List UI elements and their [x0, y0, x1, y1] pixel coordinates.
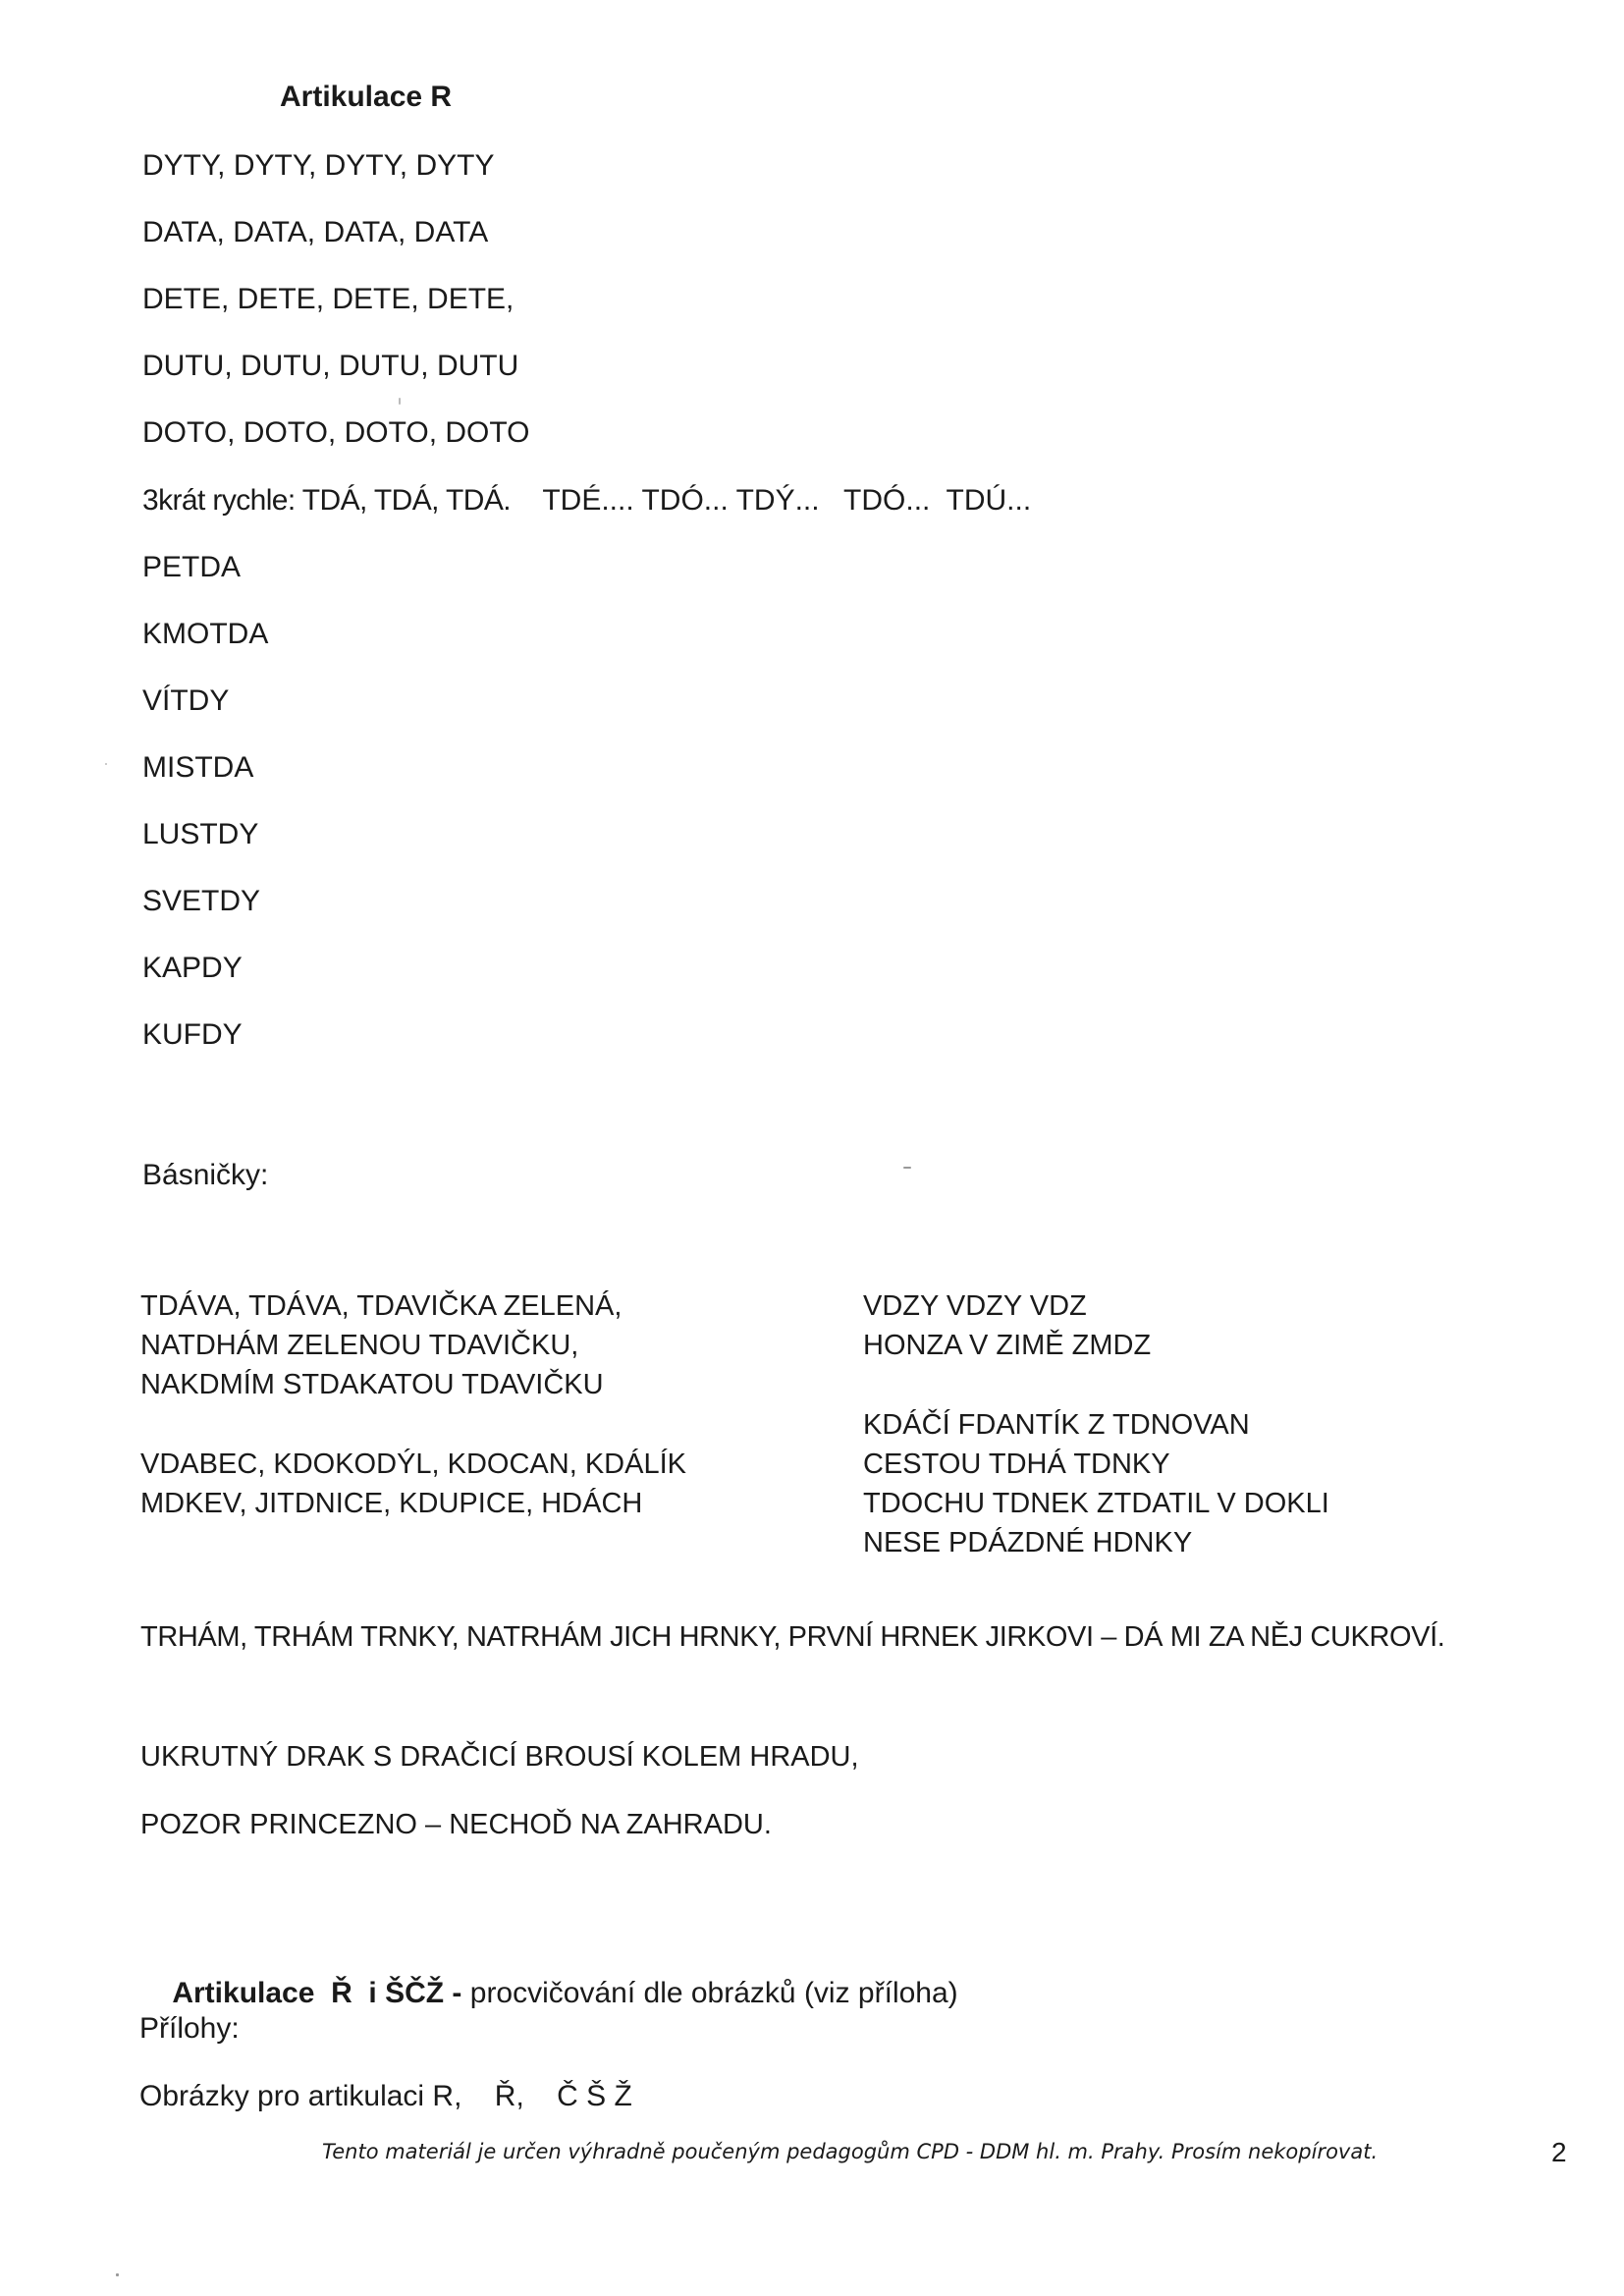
poem-right-1 — [863, 1286, 1151, 1365]
drak-line: UKRUTNÝ DRAK S DRAČICÍ BROUSÍ KOLEM HRADU, — [140, 1741, 859, 1773]
poem-line: KDÁČÍ FDANTÍK Z TDNOVAN — [863, 1409, 1250, 1441]
poem-line: MDKEV, JITDNICE, KDUPICE, HDÁCH — [140, 1488, 643, 1519]
poem-line: VDABEC, KDOKODÝL, KDOCAN, KDÁLÍK — [140, 1449, 686, 1480]
word-item: MISTDA — [142, 751, 254, 784]
poems-heading: Básničky: — [142, 1159, 269, 1191]
syllable-line: DOTO, DOTO, DOTO, DOTO — [142, 416, 530, 449]
section-2-bold: Artikulace Ř i ŠČŽ - — [172, 1977, 462, 2009]
poem-left-2 — [140, 1445, 686, 1523]
poem-line: TDOCHU TDNEK ZTDATIL V DOKLI — [863, 1488, 1329, 1519]
syllable-line: DETE, DETE, DETE, DETE, — [142, 283, 514, 315]
syllable-line: DUTU, DUTU, DUTU, DUTU — [142, 350, 519, 382]
syllable-line: DYTY, DYTY, DYTY, DYTY — [142, 149, 495, 182]
fast-repeat-rest: TDÉ.... TDÓ... TDÝ... TDÓ... TDÚ... — [542, 484, 1032, 517]
poem-right-2 — [863, 1405, 1329, 1562]
section-2-rest: procvičování dle obrázků (viz příloha) — [461, 1977, 958, 2009]
word-item: VÍTDY — [142, 684, 230, 717]
attachments-label: Přílohy: — [139, 2012, 240, 2045]
word-item: KAPDY — [142, 952, 243, 984]
word-item: SVETDY — [142, 885, 261, 917]
page-number: 2 — [1551, 2137, 1567, 2167]
scan-speck — [903, 1167, 911, 1169]
poem-line: NESE PDÁZDNÉ HDNKY — [863, 1527, 1193, 1558]
scan-speck — [105, 763, 107, 765]
poem-line: HONZA V ZIMĚ ZMDZ — [863, 1330, 1152, 1361]
fast-repeat-prefix: 3krát rychle: TDÁ, TDÁ, TDÁ. — [142, 484, 511, 517]
fast-repeat-line — [142, 484, 1031, 518]
word-item: KMOTDA — [142, 618, 269, 650]
poem-line: CESTOU TDHÁ TDNKY — [863, 1449, 1170, 1480]
poem-left-1 — [140, 1286, 622, 1404]
word-item: LUSTDY — [142, 818, 259, 850]
poem-line: VDZY VDZY VDZ — [863, 1290, 1087, 1322]
poem-line: NATDHÁM ZELENOU TDAVIČKU, — [140, 1330, 579, 1361]
drak-line: POZOR PRINCEZNO – NECHOĎ NA ZAHRADU. — [140, 1809, 772, 1840]
page-title: Artikulace R — [280, 81, 453, 113]
poem-line: NAKDMÍM STDAKATOU TDAVIČKU — [140, 1369, 604, 1400]
word-item: KUFDY — [142, 1018, 243, 1051]
poem-line: TDÁVA, TDÁVA, TDAVIČKA ZELENÁ, — [140, 1290, 623, 1322]
scan-speck — [399, 398, 401, 405]
footer-note: Tento materiál je určen výhradně poučeným pedagogům CPD - DDM hl. m. Prahy. Prosím nekopírovat. — [322, 2140, 1379, 2163]
section-2-heading — [139, 1943, 958, 2044]
scan-speck — [116, 2273, 119, 2276]
syllable-line: DATA, DATA, DATA, DATA — [142, 216, 489, 248]
attachments-line: Obrázky pro artikulaci R, Ř, Č Š Ž — [139, 2080, 632, 2112]
trham-line: TRHÁM, TRHÁM TRNKY, NATRHÁM JICH HRNKY, PRVNÍ HRNEK JIRKOVI – DÁ MI ZA NĚJ CUKROVÍ. — [140, 1621, 1445, 1653]
word-item: PETDA — [142, 551, 242, 583]
